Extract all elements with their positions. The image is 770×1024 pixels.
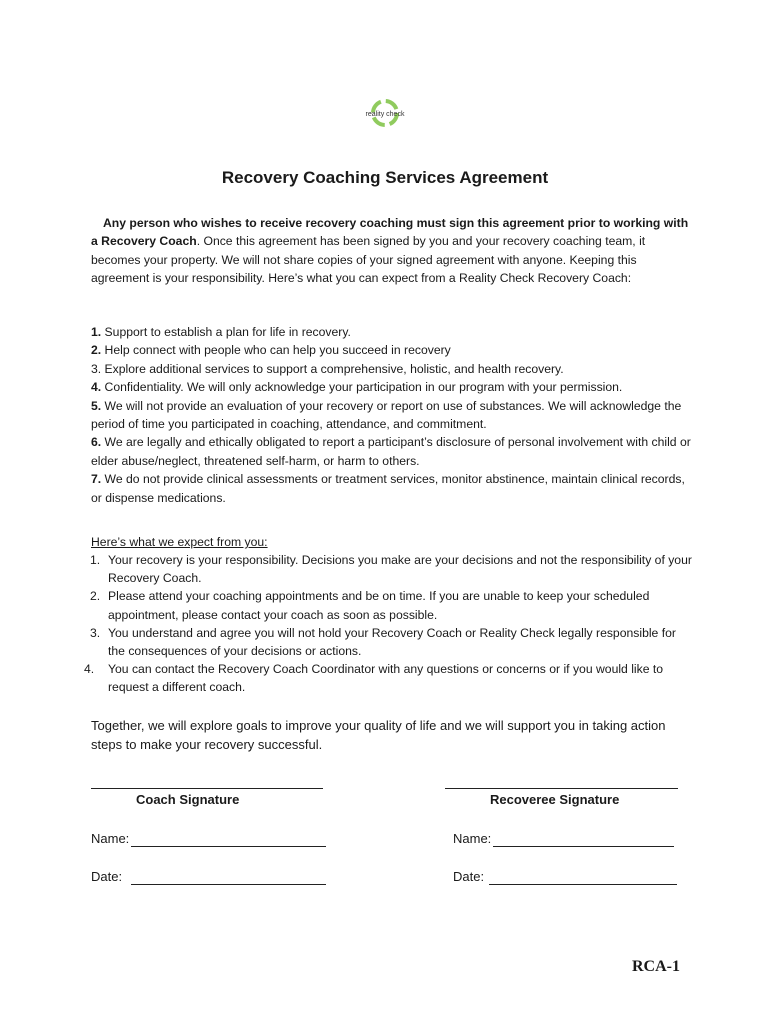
promise-item: 2. Help connect with people who can help you succeed in recovery bbox=[91, 343, 451, 358]
recoveree-name-field[interactable] bbox=[493, 846, 674, 847]
coach-signature-line[interactable] bbox=[91, 788, 323, 789]
form-code: RCA-1 bbox=[632, 958, 680, 975]
recoveree-date-label: Date: bbox=[453, 869, 485, 884]
expect-item: 4. You can contact the Recovery Coach Coordinator with any questions or concerns or if you would like to request a different coach. bbox=[84, 662, 664, 695]
reality-check-logo bbox=[350, 96, 420, 130]
expect-item: 1. Your recovery is your responsibility. Decisions you make are your decisions and not the responsibility of your Recovery Coach. bbox=[90, 553, 692, 586]
page-title: Recovery Coaching Services Agreement bbox=[221, 168, 549, 187]
coach-date-field[interactable] bbox=[131, 884, 326, 885]
promises-list bbox=[91, 323, 691, 507]
expect-list bbox=[84, 551, 694, 697]
promise-item: 3. Explore additional services to support a comprehensive, holistic, and health recovery. bbox=[91, 361, 564, 376]
expect-item: 3. You understand and agree you will not hold your Recovery Coach or Reality Check legally responsible for the consequences of your decisions or actions. bbox=[90, 625, 676, 659]
promise-item: 7. We do not provide clinical assessments or treatment services, monitor abstinence, maintain clinical records, or dispense medications. bbox=[91, 472, 685, 505]
intro-paragraph bbox=[91, 214, 691, 288]
recoveree-name-label: Name: bbox=[453, 831, 492, 846]
recoveree-signature-label: Recoveree Signature bbox=[490, 792, 620, 807]
coach-name-label: Name: bbox=[91, 831, 130, 846]
promise-item: 6. We are legally and ethically obligated to report a participant’s disclosure of personal involvement with child or elder abuse/neglect, threatened self-harm, or harm to others. bbox=[91, 435, 691, 468]
promise-item: 5. We will not provide an evaluation of your recovery or report on use of substances. We will acknowledge the period of time you participated in coaching, attendance, and commitment. bbox=[91, 398, 682, 432]
logo-text: reality check bbox=[365, 111, 405, 118]
expect-heading: Here’s what we expect from you: bbox=[91, 535, 268, 549]
expect-item: 2. Please attend your coaching appointments and be on time. If you are unable to keep your scheduled appointment, please contact your coach as soon as possible. bbox=[90, 589, 650, 622]
intro-rest: . Once this agreement has been signed by you and your recovery coaching team, it becomes your property. We will not share copies of your signed agreement with anyone. Keeping this agreement is your responsibility. Here’s what you can expect from a Reality Check Recovery Coach: bbox=[91, 234, 646, 286]
promise-item: 4. Confidentiality. We will only acknowledge your participation in our program with your permission. bbox=[91, 380, 623, 395]
logo-ring-icon bbox=[350, 96, 420, 130]
coach-name-field[interactable] bbox=[131, 846, 326, 847]
coach-signature-label: Coach Signature bbox=[136, 792, 240, 807]
promise-item: 1. Support to establish a plan for life in recovery. bbox=[91, 325, 351, 339]
recoveree-date-field[interactable] bbox=[489, 884, 677, 885]
closing-paragraph: Together, we will explore goals to improve your quality of life and we will support you in taking action steps to make your recovery successful. bbox=[91, 718, 666, 752]
recoveree-signature-line[interactable] bbox=[445, 788, 678, 789]
coach-date-label: Date: bbox=[91, 869, 123, 884]
intro-lead: Any person who wishes to receive recovery coaching must sign this agreement prior to working with a Recovery Coach bbox=[91, 216, 689, 249]
